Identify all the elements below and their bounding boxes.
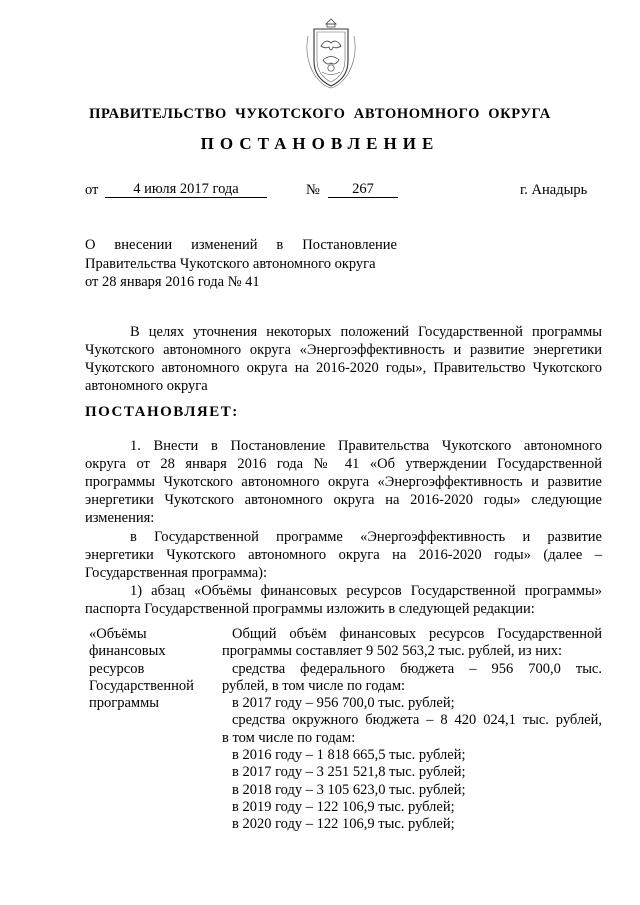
paragraph-line: энергетики Чукотского автономного округа на 2016-2020 годы» (далее –: [85, 547, 602, 563]
item-1-paragraph: [85, 437, 602, 527]
value-line: программы составляет 9 502 563,2 тыс. рублей, из них:: [222, 643, 562, 660]
preamble-paragraph: [85, 323, 602, 395]
sub-item-1-paragraph: [85, 582, 602, 618]
paragraph-line: округа от 28 января 2016 года № 41 «Об утверждении Государственной: [85, 456, 602, 472]
label-line: финансовых: [89, 643, 166, 660]
paragraph-line: Чукотского автономного округа на 2016-2020 годы», Правительство Чукотского: [85, 360, 602, 376]
paragraph-line: изменения:: [85, 510, 155, 526]
government-title: ПРАВИТЕЛЬСТВО ЧУКОТСКОГО АВТОНОМНОГО ОКРУГА: [89, 106, 551, 122]
value-line: средства федерального бюджета – 956 700,0 тыс.: [232, 660, 602, 677]
value-line: в 2017 году – 956 700,0 тыс. рублей;: [232, 695, 455, 712]
date-from-label: от: [85, 182, 99, 198]
document-subject: [85, 236, 397, 292]
document-number: 267: [328, 182, 398, 198]
paragraph-line: В целях уточнения некоторых положений Государственной программы: [130, 324, 602, 340]
subject-line: О внесении изменений в Постановление: [85, 237, 397, 253]
paragraph-line: 1) абзац «Объёмы финансовых ресурсов Государственной программы»: [130, 583, 602, 599]
value-line: средства окружного бюджета – 8 420 024,1 тыс. рублей,: [232, 712, 602, 729]
paragraph-line: в Государственной программе «Энергоэффективность и развитие: [130, 529, 602, 545]
paragraph-line: 1. Внести в Постановление Правительства Чукотского автономного: [130, 438, 602, 454]
value-line: в 2016 году – 1 818 665,5 тыс. рублей;: [232, 747, 466, 764]
passport-row-value: [222, 626, 602, 834]
value-line: в 2020 году – 122 106,9 тыс. рублей;: [232, 816, 455, 833]
paragraph-line: паспорта Государственной программы изложить в следующей редакции:: [85, 601, 535, 617]
value-line: Общий объём финансовых ресурсов Государственной: [232, 626, 602, 642]
passport-row-label: [89, 626, 219, 712]
label-line: Государственной: [89, 677, 194, 694]
paragraph-line: программы Чукотского автономного округа «Энергоэффективность и развитие: [85, 474, 602, 490]
paragraph-line: Государственная программа):: [85, 565, 268, 581]
subject-line: Правительства Чукотского автономного округа: [85, 255, 376, 272]
document-date: 4 июля 2017 года: [105, 182, 267, 198]
program-paragraph: [85, 528, 602, 582]
value-line: в 2018 году – 3 105 623,0 тыс. рублей;: [232, 781, 466, 798]
label-line: ресурсов: [89, 660, 145, 677]
label-line: программы: [89, 695, 159, 712]
subject-line: от 28 января 2016 года № 41: [85, 274, 260, 290]
value-line: в 2019 году – 122 106,9 тыс. рублей;: [232, 798, 455, 815]
value-line: в 2017 году – 3 251 521,8 тыс. рублей;: [232, 764, 466, 781]
document-type-title: ПОСТАНОВЛЕНИЕ: [200, 134, 440, 153]
value-line: рублей, в том числе по годам:: [222, 677, 406, 694]
paragraph-line: автономного округа: [85, 378, 208, 394]
label-line: «Объёмы: [89, 626, 147, 642]
document-place: г. Анадырь: [520, 182, 588, 198]
coat-of-arms-emblem: [300, 16, 362, 92]
number-label: №: [306, 182, 320, 198]
decree-word: ПОСТАНОВЛЯЕТ:: [85, 404, 239, 420]
paragraph-line: энергетики Чукотского автономного округа на 2016-2020 годы» следующие: [85, 492, 602, 508]
paragraph-line: Чукотского автономного округа «Энергоэффективность и развитие энергетики: [85, 342, 602, 358]
value-line: в том числе по годам:: [222, 729, 356, 746]
